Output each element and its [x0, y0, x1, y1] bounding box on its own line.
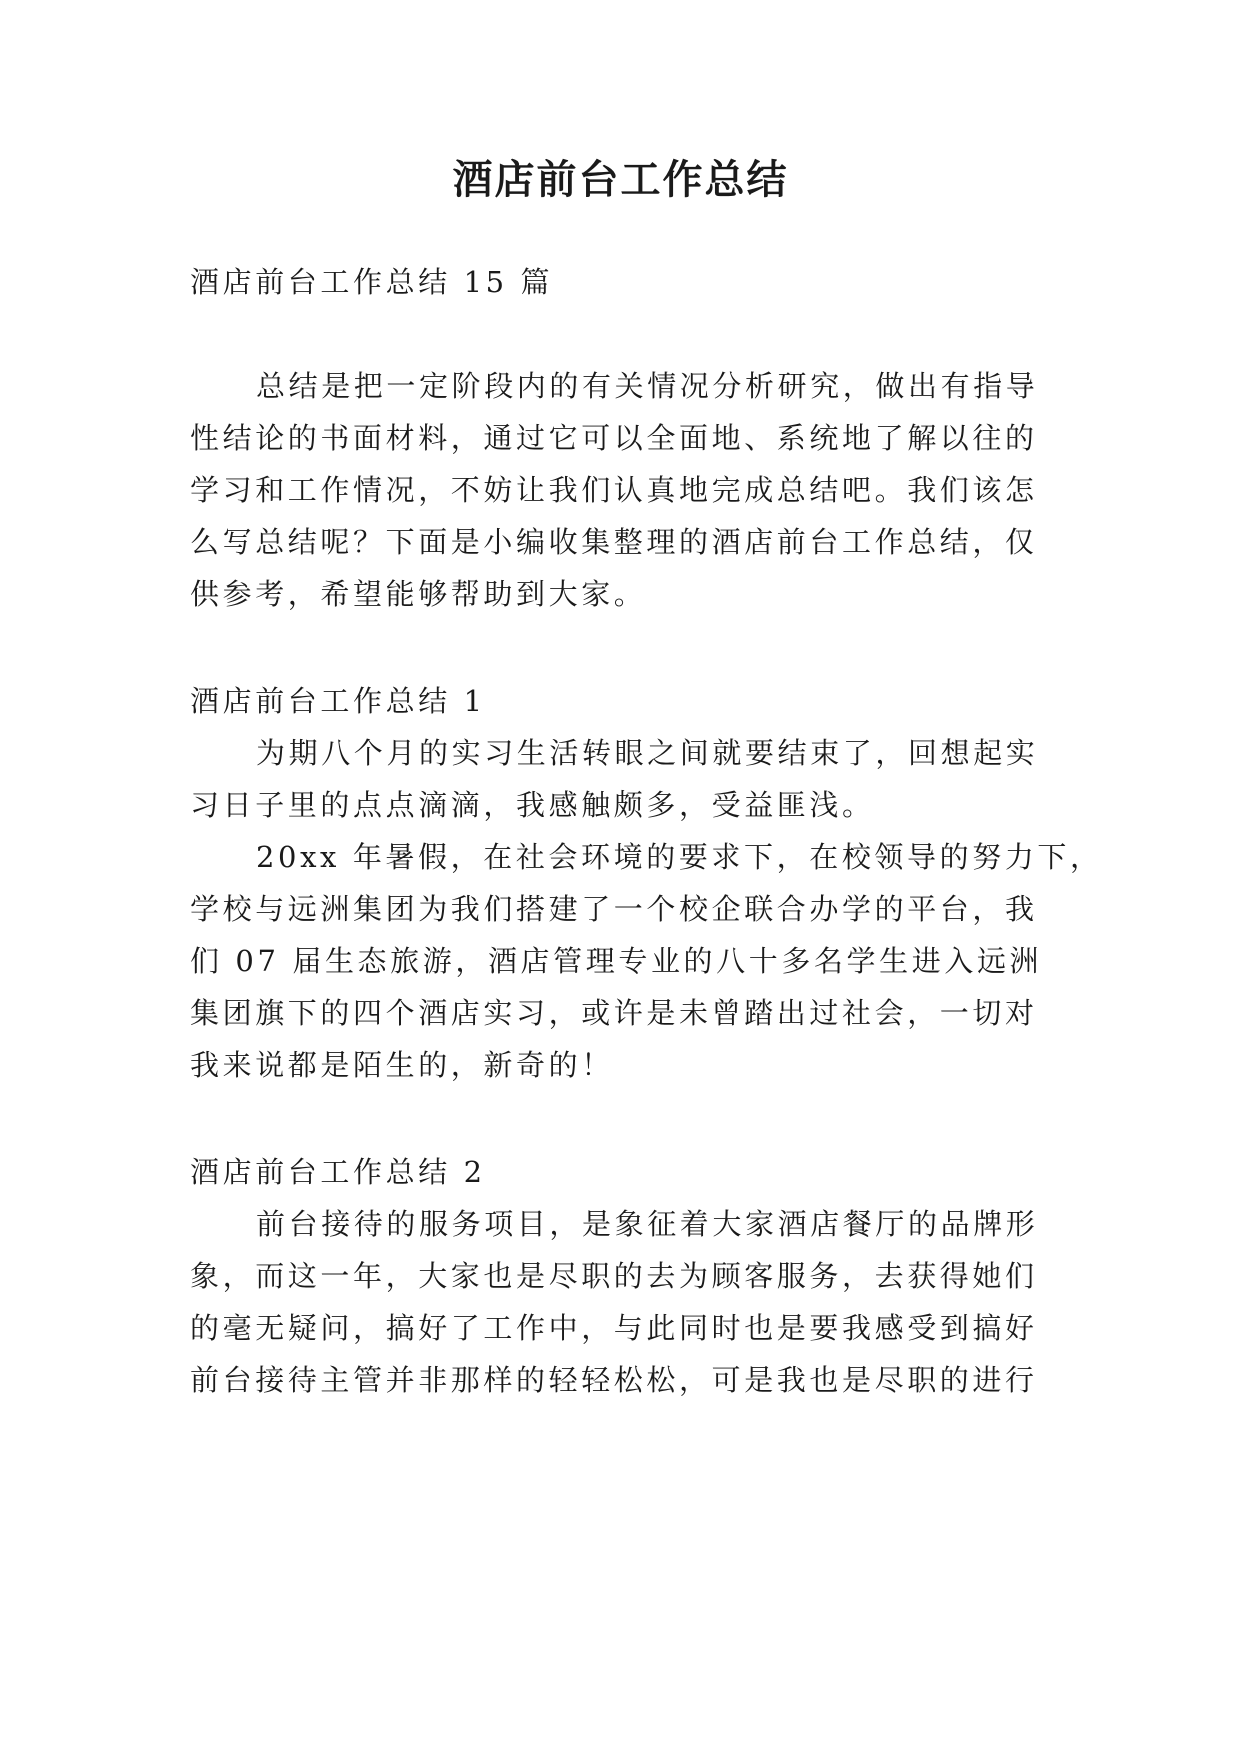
- paragraph-line: 前台接待的服务项目，是象征着大家酒店餐厅的品牌形: [256, 1207, 1039, 1241]
- paragraph-line: 为期八个月的实习生活转眼之间就要结束了，回想起实: [256, 736, 1039, 770]
- intro-line: 学习和工作情况，不妨让我们认真地完成总结吧。我们该怎: [190, 473, 1038, 507]
- document-title: 酒店前台工作总结: [452, 156, 789, 203]
- intro-line: 总结是把一定阶段内的有关情况分析研究，做出有指导: [256, 369, 1039, 403]
- paragraph-line: 我来说都是陌生的，新奇的！: [190, 1048, 614, 1082]
- paragraph-line: 20xx 年暑假，在社会环境的要求下，在校领导的努力下，: [256, 840, 1103, 874]
- paragraph-line: 集团旗下的四个酒店实习，或许是未曾踏出过社会，一切对: [190, 996, 1038, 1030]
- paragraph-line: 们 07 届生态旅游，酒店管理专业的八十多名学生进入远洲: [190, 944, 1043, 978]
- intro-line: 性结论的书面材料，通过它可以全面地、系统地了解以往的: [190, 421, 1038, 455]
- intro-line: 么写总结呢？下面是小编收集整理的酒店前台工作总结，仅: [190, 525, 1038, 559]
- paragraph-line: 习日子里的点点滴滴，我感触颇多，受益匪浅。: [190, 788, 875, 822]
- section-heading: 酒店前台工作总结 1: [190, 684, 486, 718]
- intro-line: 供参考，希望能够帮助到大家。: [190, 577, 647, 611]
- paragraph-line: 的毫无疑问，搞好了工作中，与此同时也是要我感受到搞好: [190, 1311, 1038, 1345]
- section-heading: 酒店前台工作总结 2: [190, 1155, 486, 1189]
- paragraph-line: 象，而这一年，大家也是尽职的去为顾客服务，去获得她们: [190, 1259, 1038, 1293]
- paragraph-line: 学校与远洲集团为我们搭建了一个校企联合办学的平台，我: [190, 892, 1038, 926]
- paragraph-line: 前台接待主管并非那样的轻轻松松，可是我也是尽职的进行: [190, 1363, 1038, 1397]
- document-subtitle: 酒店前台工作总结 15 篇: [190, 265, 554, 299]
